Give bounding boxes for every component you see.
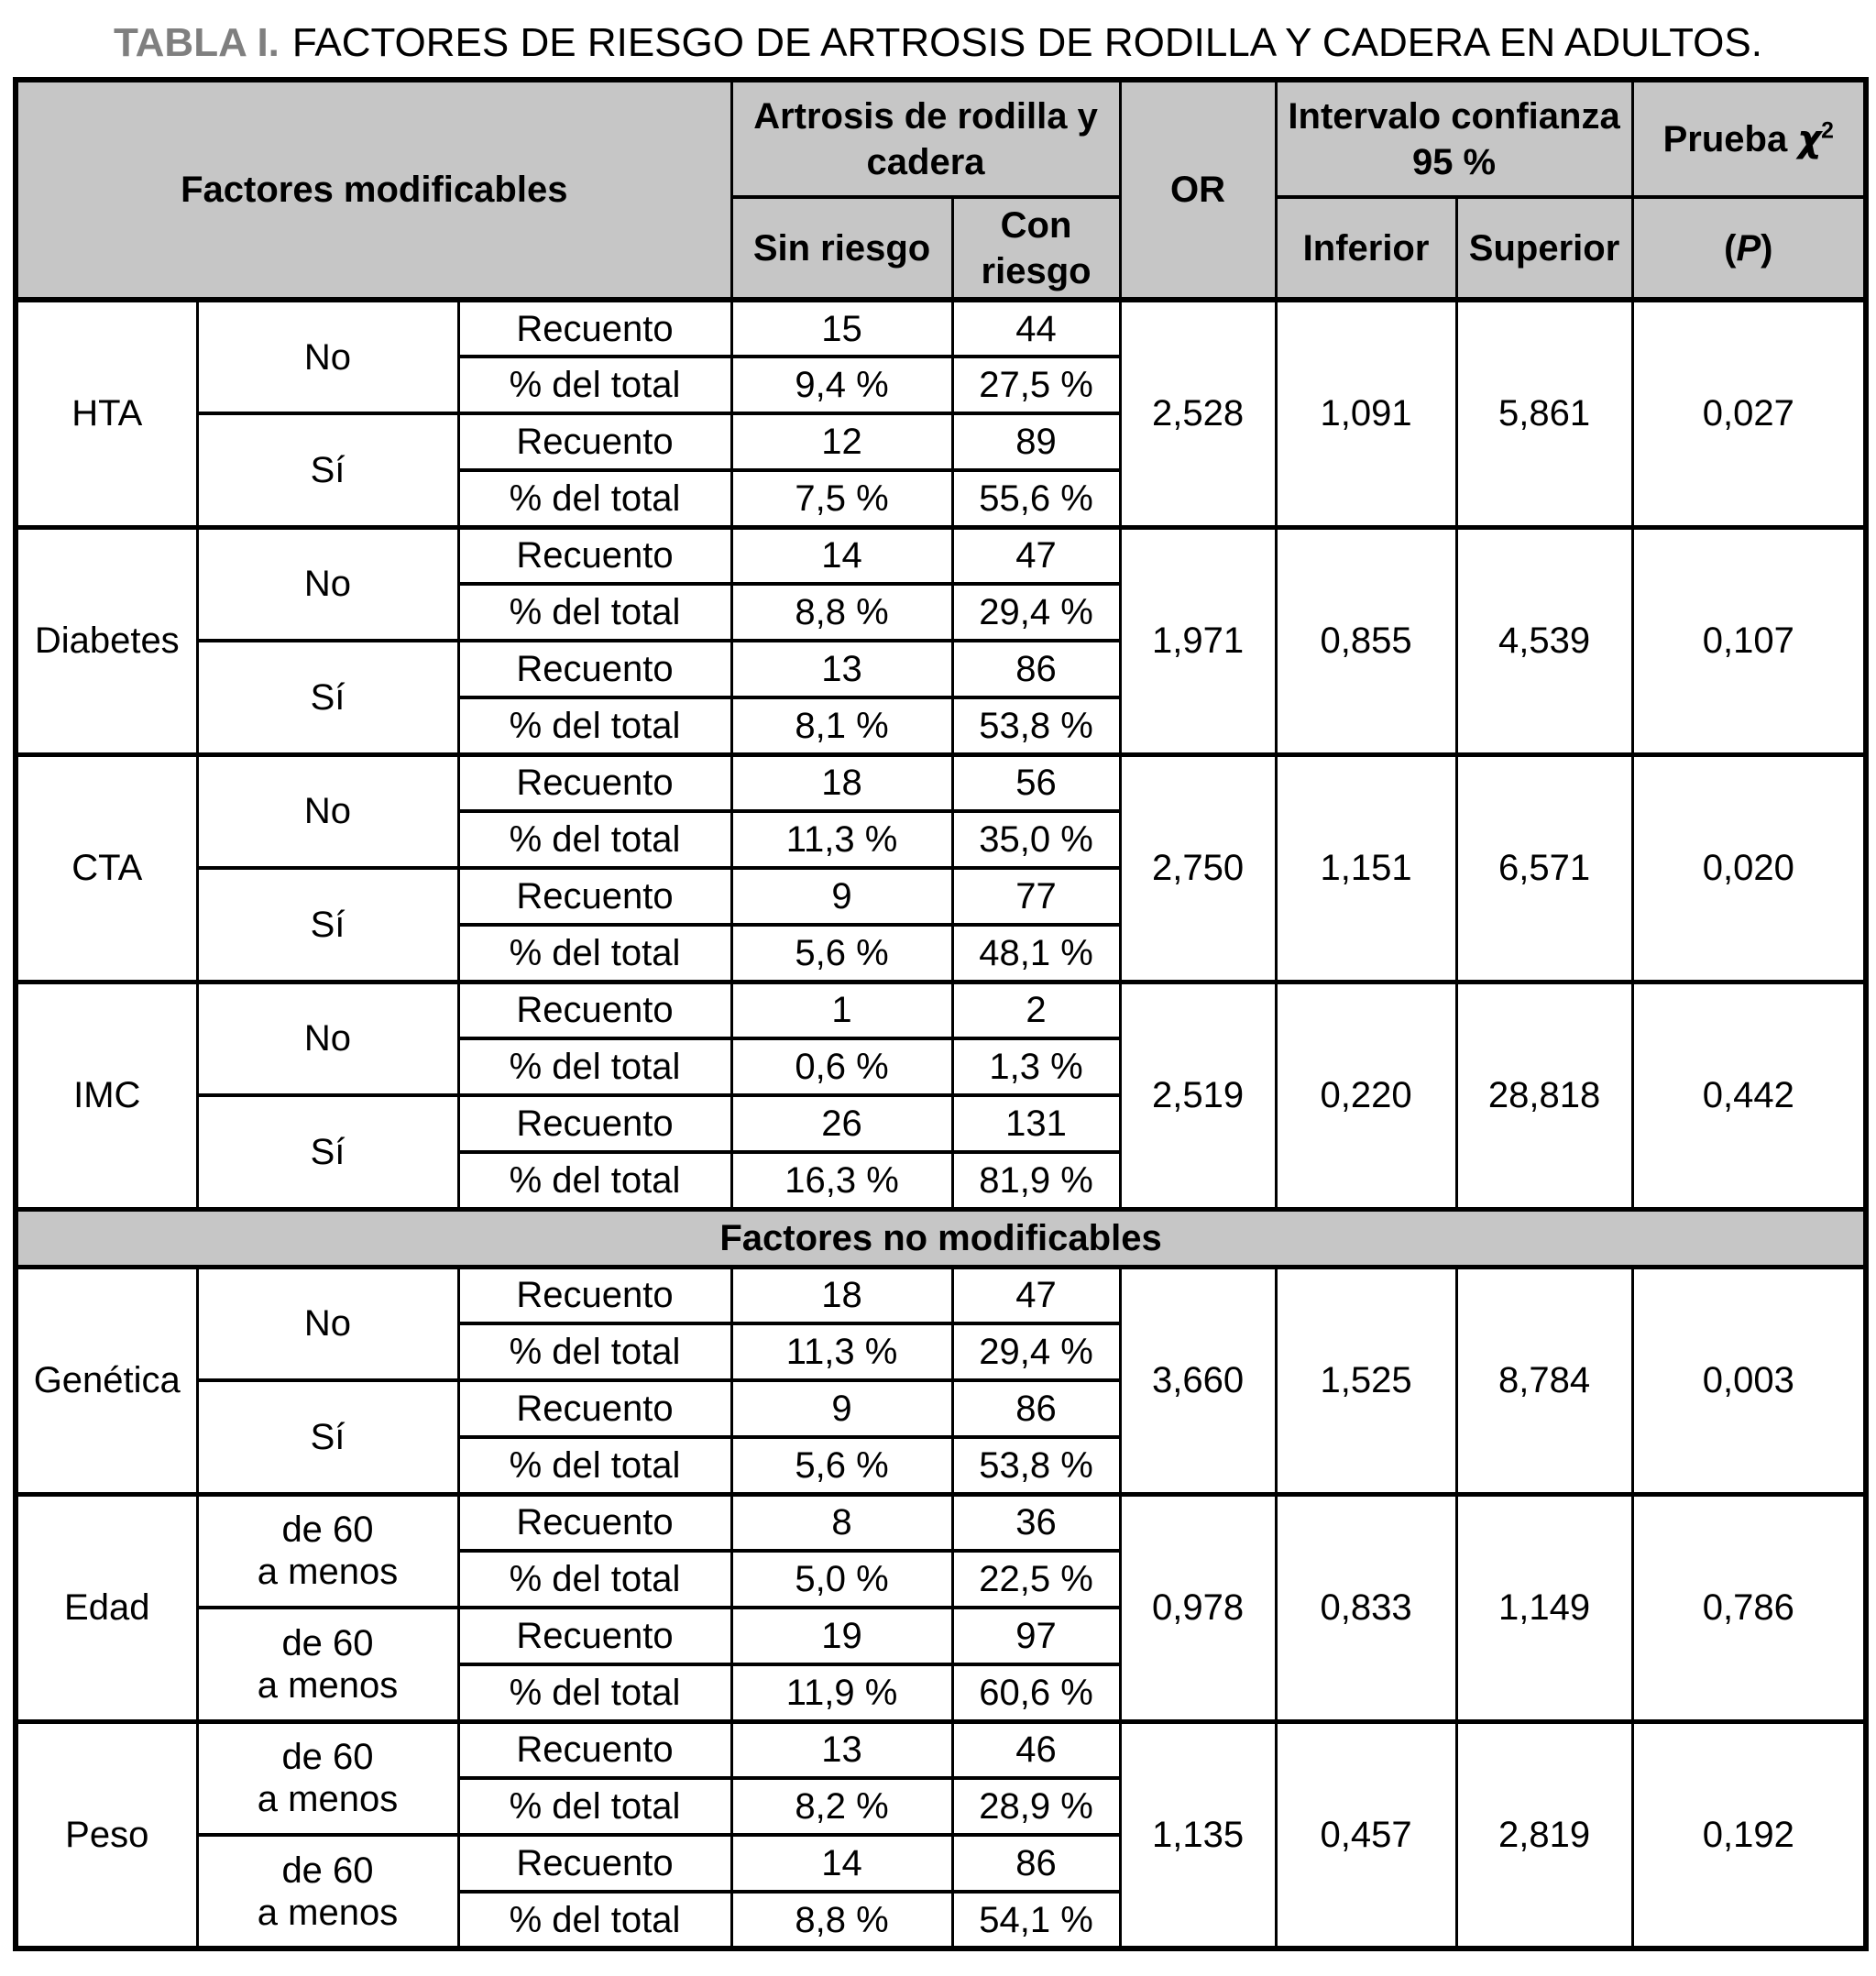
- value-con-riesgo: 54,1 %: [952, 1892, 1120, 1949]
- measure-label: Recuento: [458, 1095, 731, 1152]
- value-ci-inferior: 0,220: [1276, 982, 1456, 1209]
- value-con-riesgo: 55,6 %: [952, 470, 1120, 527]
- factor-name: Diabetes: [16, 527, 197, 754]
- value-p: 0,107: [1632, 527, 1866, 754]
- value-con-riesgo: 97: [952, 1608, 1120, 1664]
- factor-level: Sí: [197, 641, 458, 754]
- value-sin-riesgo: 5,6 %: [731, 1437, 952, 1494]
- value-sin-riesgo: 11,9 %: [731, 1664, 952, 1721]
- factor-name: Genética: [16, 1267, 197, 1494]
- factor-level: No: [197, 982, 458, 1095]
- value-sin-riesgo: 13: [731, 641, 952, 697]
- factor-name: IMC: [16, 982, 197, 1209]
- p-symbol: P: [1736, 227, 1761, 269]
- value-sin-riesgo: 9,4 %: [731, 357, 952, 413]
- factor-level: Sí: [197, 868, 458, 982]
- value-sin-riesgo: 12: [731, 413, 952, 470]
- header-inferior: Inferior: [1276, 197, 1456, 300]
- value-sin-riesgo: 16,3 %: [731, 1152, 952, 1209]
- measure-label: % del total: [458, 1892, 731, 1949]
- value-sin-riesgo: 8,8 %: [731, 584, 952, 641]
- value-con-riesgo: 56: [952, 754, 1120, 811]
- measure-label: % del total: [458, 1038, 731, 1095]
- value-con-riesgo: 81,9 %: [952, 1152, 1120, 1209]
- value-con-riesgo: 47: [952, 527, 1120, 584]
- measure-label: % del total: [458, 697, 731, 754]
- measure-label: Recuento: [458, 754, 731, 811]
- value-or: 2,750: [1120, 754, 1276, 982]
- value-sin-riesgo: 11,3 %: [731, 1323, 952, 1380]
- value-sin-riesgo: 1: [731, 982, 952, 1038]
- value-ci-inferior: 1,525: [1276, 1267, 1456, 1494]
- value-sin-riesgo: 13: [731, 1721, 952, 1778]
- header-prueba-chi2: [1632, 80, 1866, 197]
- value-or: 1,971: [1120, 527, 1276, 754]
- header-factores-modificables: Factores modificables: [16, 80, 731, 300]
- measure-label: % del total: [458, 1551, 731, 1608]
- value-sin-riesgo: 14: [731, 527, 952, 584]
- value-ci-superior: 8,784: [1456, 1267, 1632, 1494]
- value-or: 3,660: [1120, 1267, 1276, 1494]
- p-paren-close: ): [1761, 227, 1773, 269]
- value-con-riesgo: 22,5 %: [952, 1551, 1120, 1608]
- value-con-riesgo: 77: [952, 868, 1120, 925]
- value-sin-riesgo: 8: [731, 1494, 952, 1551]
- measure-label: % del total: [458, 1664, 731, 1721]
- value-con-riesgo: 46: [952, 1721, 1120, 1778]
- value-sin-riesgo: 8,2 %: [731, 1778, 952, 1835]
- value-sin-riesgo: 9: [731, 1380, 952, 1437]
- measure-label: Recuento: [458, 1380, 731, 1437]
- factor-level: Sí: [197, 413, 458, 527]
- value-con-riesgo: 44: [952, 300, 1120, 357]
- value-con-riesgo: 86: [952, 1380, 1120, 1437]
- measure-label: % del total: [458, 357, 731, 413]
- measure-label: Recuento: [458, 1267, 731, 1323]
- value-ci-superior: 1,149: [1456, 1494, 1632, 1721]
- value-sin-riesgo: 11,3 %: [731, 811, 952, 868]
- measure-label: Recuento: [458, 641, 731, 697]
- measure-label: Recuento: [458, 300, 731, 357]
- value-p: 0,786: [1632, 1494, 1866, 1721]
- value-ci-superior: 5,861: [1456, 300, 1632, 527]
- value-sin-riesgo: 7,5 %: [731, 470, 952, 527]
- factor-name: Edad: [16, 1494, 197, 1721]
- value-sin-riesgo: 19: [731, 1608, 952, 1664]
- measure-label: % del total: [458, 1778, 731, 1835]
- measure-label: Recuento: [458, 1721, 731, 1778]
- measure-label: % del total: [458, 470, 731, 527]
- table-header: [16, 80, 1866, 300]
- factor-level: de 60 a menos: [197, 1494, 458, 1608]
- value-ci-inferior: 0,833: [1276, 1494, 1456, 1721]
- value-ci-inferior: 0,457: [1276, 1721, 1456, 1949]
- header-artrosis-rodilla-cadera: Artrosis de rodilla y cadera: [731, 80, 1120, 197]
- value-con-riesgo: 2: [952, 982, 1120, 1038]
- risk-factors-table: [13, 77, 1869, 1951]
- measure-label: % del total: [458, 1437, 731, 1494]
- value-con-riesgo: 47: [952, 1267, 1120, 1323]
- header-con-riesgo: Con riesgo: [952, 197, 1120, 300]
- value-ci-superior: 2,819: [1456, 1721, 1632, 1949]
- prueba-label: Prueba: [1662, 118, 1798, 159]
- value-ci-inferior: 1,151: [1276, 754, 1456, 982]
- factor-level: No: [197, 300, 458, 413]
- value-p: 0,027: [1632, 300, 1866, 527]
- value-con-riesgo: 53,8 %: [952, 697, 1120, 754]
- factor-level: de 60 a menos: [197, 1721, 458, 1835]
- value-con-riesgo: 86: [952, 1835, 1120, 1892]
- value-ci-superior: 4,539: [1456, 527, 1632, 754]
- value-sin-riesgo: 18: [731, 754, 952, 811]
- value-con-riesgo: 36: [952, 1494, 1120, 1551]
- value-con-riesgo: 86: [952, 641, 1120, 697]
- value-con-riesgo: 53,8 %: [952, 1437, 1120, 1494]
- header-sin-riesgo: Sin riesgo: [731, 197, 952, 300]
- factor-level: No: [197, 754, 458, 868]
- measure-label: % del total: [458, 811, 731, 868]
- measure-label: % del total: [458, 584, 731, 641]
- value-con-riesgo: 89: [952, 413, 1120, 470]
- p-paren-open: (: [1724, 227, 1737, 269]
- value-or: 0,978: [1120, 1494, 1276, 1721]
- measure-label: % del total: [458, 925, 731, 982]
- factor-level: Sí: [197, 1380, 458, 1494]
- header-or: OR: [1120, 80, 1276, 300]
- chi-exponent: 2: [1821, 118, 1834, 144]
- table-title: [13, 20, 1863, 66]
- value-con-riesgo: 131: [952, 1095, 1120, 1152]
- measure-label: Recuento: [458, 413, 731, 470]
- value-sin-riesgo: 9: [731, 868, 952, 925]
- measure-label: % del total: [458, 1152, 731, 1209]
- factor-level: de 60 a menos: [197, 1835, 458, 1949]
- measure-label: Recuento: [458, 527, 731, 584]
- value-con-riesgo: 29,4 %: [952, 584, 1120, 641]
- value-con-riesgo: 48,1 %: [952, 925, 1120, 982]
- value-ci-inferior: 1,091: [1276, 300, 1456, 527]
- value-sin-riesgo: 15: [731, 300, 952, 357]
- factor-name: HTA: [16, 300, 197, 527]
- value-p: 0,192: [1632, 1721, 1866, 1949]
- value-sin-riesgo: 5,0 %: [731, 1551, 952, 1608]
- value-or: 1,135: [1120, 1721, 1276, 1949]
- value-ci-superior: 28,818: [1456, 982, 1632, 1209]
- header-p-value: [1632, 197, 1866, 300]
- value-sin-riesgo: 8,1 %: [731, 697, 952, 754]
- factor-level: No: [197, 527, 458, 641]
- value-ci-inferior: 0,855: [1276, 527, 1456, 754]
- measure-label: % del total: [458, 1323, 731, 1380]
- table-title-text: FACTORES DE RIESGO DE ARTROSIS DE RODILLA Y CADERA EN ADULTOS.: [291, 20, 1762, 65]
- value-con-riesgo: 29,4 %: [952, 1323, 1120, 1380]
- value-sin-riesgo: 5,6 %: [731, 925, 952, 982]
- value-sin-riesgo: 14: [731, 1835, 952, 1892]
- value-p: 0,003: [1632, 1267, 1866, 1494]
- value-p: 0,442: [1632, 982, 1866, 1209]
- value-sin-riesgo: 8,8 %: [731, 1892, 952, 1949]
- factor-level: de 60 a menos: [197, 1608, 458, 1721]
- value-sin-riesgo: 0,6 %: [731, 1038, 952, 1095]
- factor-name: Peso: [16, 1721, 197, 1949]
- measure-label: Recuento: [458, 982, 731, 1038]
- header-superior: Superior: [1456, 197, 1632, 300]
- factor-level: No: [197, 1267, 458, 1380]
- factor-level: Sí: [197, 1095, 458, 1209]
- chi-symbol: χ: [1797, 117, 1822, 160]
- value-con-riesgo: 28,9 %: [952, 1778, 1120, 1835]
- value-con-riesgo: 1,3 %: [952, 1038, 1120, 1095]
- value-con-riesgo: 60,6 %: [952, 1664, 1120, 1721]
- header-intervalo-confianza: Intervalo confianza 95 %: [1276, 80, 1632, 197]
- value-sin-riesgo: 26: [731, 1095, 952, 1152]
- value-ci-superior: 6,571: [1456, 754, 1632, 982]
- value-or: 2,528: [1120, 300, 1276, 527]
- table-title-number: TABLA I.: [114, 20, 280, 65]
- measure-label: Recuento: [458, 1835, 731, 1892]
- value-p: 0,020: [1632, 754, 1866, 982]
- factor-name: CTA: [16, 754, 197, 982]
- section-divider: Factores no modificables: [16, 1209, 1866, 1267]
- value-con-riesgo: 35,0 %: [952, 811, 1120, 868]
- measure-label: Recuento: [458, 868, 731, 925]
- measure-label: Recuento: [458, 1608, 731, 1664]
- value-or: 2,519: [1120, 982, 1276, 1209]
- value-con-riesgo: 27,5 %: [952, 357, 1120, 413]
- measure-label: Recuento: [458, 1494, 731, 1551]
- value-sin-riesgo: 18: [731, 1267, 952, 1323]
